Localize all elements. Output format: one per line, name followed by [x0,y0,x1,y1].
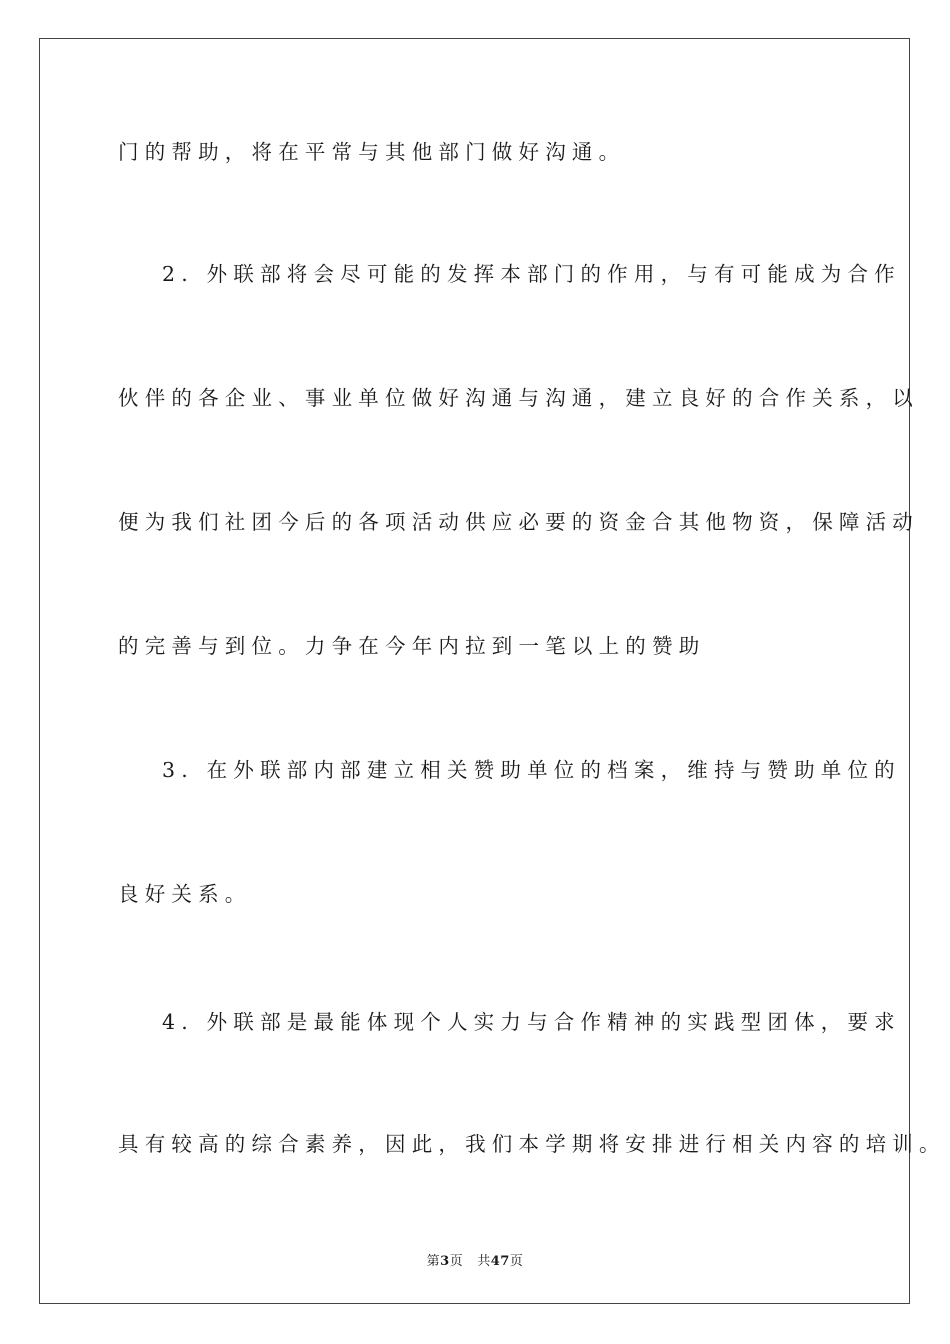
paragraph-line-4: 便为我们社团今后的各项活动供应必要的资金合其他物资，保障活动 [118,510,919,534]
paragraph-line-7: 良好关系。 [118,882,252,906]
page-prefix: 第 [426,1254,441,1269]
paragraph-line-2: 2. 外联部将会尽可能的发挥本部门的作用，与有可能成为合作 [162,262,901,286]
paragraph-line-3: 伙伴的各企业、事业单位做好沟通与沟通，建立良好的合作关系，以 [118,386,919,410]
page-suffix: 页 [449,1254,464,1269]
paragraph-line-9: 具有较高的综合素养，因此，我们本学期将安排进行相关内容的培训。 [118,1132,946,1156]
page-footer [0,1250,950,1269]
total-suffix: 页 [509,1254,524,1269]
paragraph-line-5: 的完善与到位。力争在今年内拉到一笔以上的赞助 [118,634,706,658]
total-pages: 47 [490,1254,510,1269]
paragraph-line-1: 门的帮助，将在平常与其他部门做好沟通。 [118,140,626,164]
page-number: 3 [440,1254,450,1269]
page-border [39,38,910,1304]
paragraph-line-6: 3. 在外联部内部建立相关赞助单位的档案，维持与赞助单位的 [162,758,901,782]
paragraph-line-8: 4. 外联部是最能体现个人实力与合作精神的实践型团体，要求 [162,1010,901,1034]
total-prefix: 共 [477,1254,491,1269]
